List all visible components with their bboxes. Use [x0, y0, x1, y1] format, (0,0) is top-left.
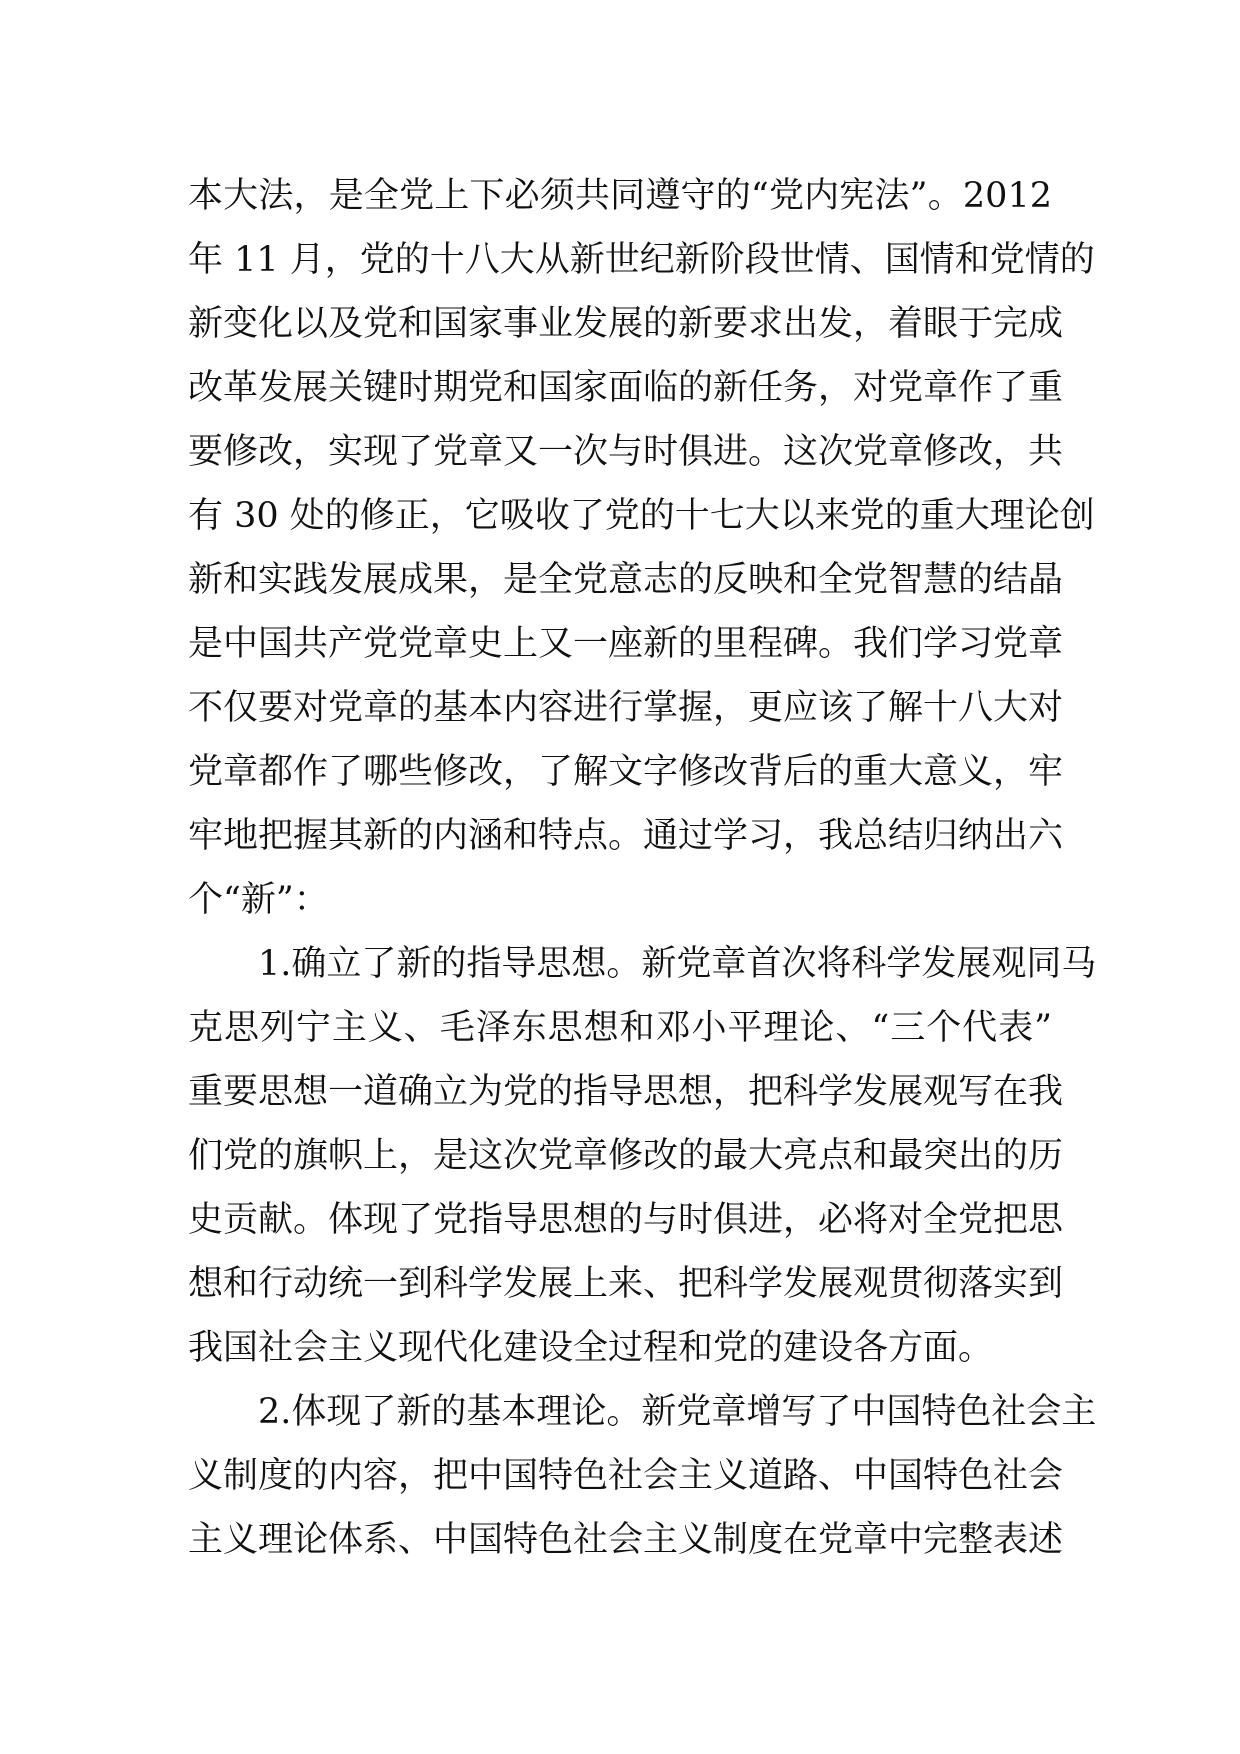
text-line: 重要思想一道确立为党的指导思想，把科学发展观写在我: [188, 1072, 1064, 1112]
body-text: [188, 164, 1097, 1572]
text-line: 年 11 月，党的十八大从新世纪新阶段世情、国情和党情的: [188, 240, 1095, 280]
text-line: 要修改，实现了党章又一次与时俱进。这次党章修改，共: [188, 432, 1064, 472]
text-line: 义制度的内容，把中国特色社会主义道路、中国特色社会: [188, 1456, 1064, 1496]
text-line: 不仅要对党章的基本内容进行掌握，更应该了解十八大对: [188, 688, 1064, 728]
text-line: 想和行动统一到科学发展上来、把科学发展观贯彻落实到: [188, 1264, 1064, 1304]
text-line: 改革发展关键时期党和国家面临的新任务，对党章作了重: [188, 368, 1064, 408]
text-line: 我国社会主义现代化建设全过程和党的建设各方面。: [188, 1328, 994, 1368]
text-line: 史贡献。体现了党指导思想的与时俱进，必将对全党把思: [188, 1200, 1064, 1240]
text-line: 牢地把握其新的内涵和特点。通过学习，我总结归纳出六: [188, 816, 1064, 856]
text-line: 新和实践发展成果，是全党意志的反映和全党智慧的结晶: [188, 560, 1064, 600]
paragraph-first-line: 1.确立了新的指导思想。新党章首次将科学发展观同马: [258, 944, 1097, 984]
text-line: 党章都作了哪些修改，了解文字修改背后的重大意义，牢: [188, 752, 1064, 792]
text-line: 个“新”：: [188, 880, 329, 920]
text-line: 克思列宁主义、毛泽东思想和邓小平理论、“三个代表”: [188, 1008, 1052, 1048]
text-line: 们党的旗帜上，是这次党章修改的最大亮点和最突出的历: [188, 1136, 1064, 1176]
text-line: 有 30 处的修正，它吸收了党的十七大以来党的重大理论创: [188, 496, 1095, 536]
text-line: 主义理论体系、中国特色社会主义制度在党章中完整表述: [188, 1520, 1064, 1560]
text-line: 本大法，是全党上下必须共同遵守的“党内宪法”。2012: [188, 176, 1052, 216]
paragraph-first-line: 2.体现了新的基本理论。新党章增写了中国特色社会主: [258, 1392, 1097, 1432]
text-line: 新变化以及党和国家事业发展的新要求出发，着眼于完成: [188, 304, 1064, 344]
text-line: 是中国共产党党章史上又一座新的里程碑。我们学习党章: [188, 624, 1064, 664]
